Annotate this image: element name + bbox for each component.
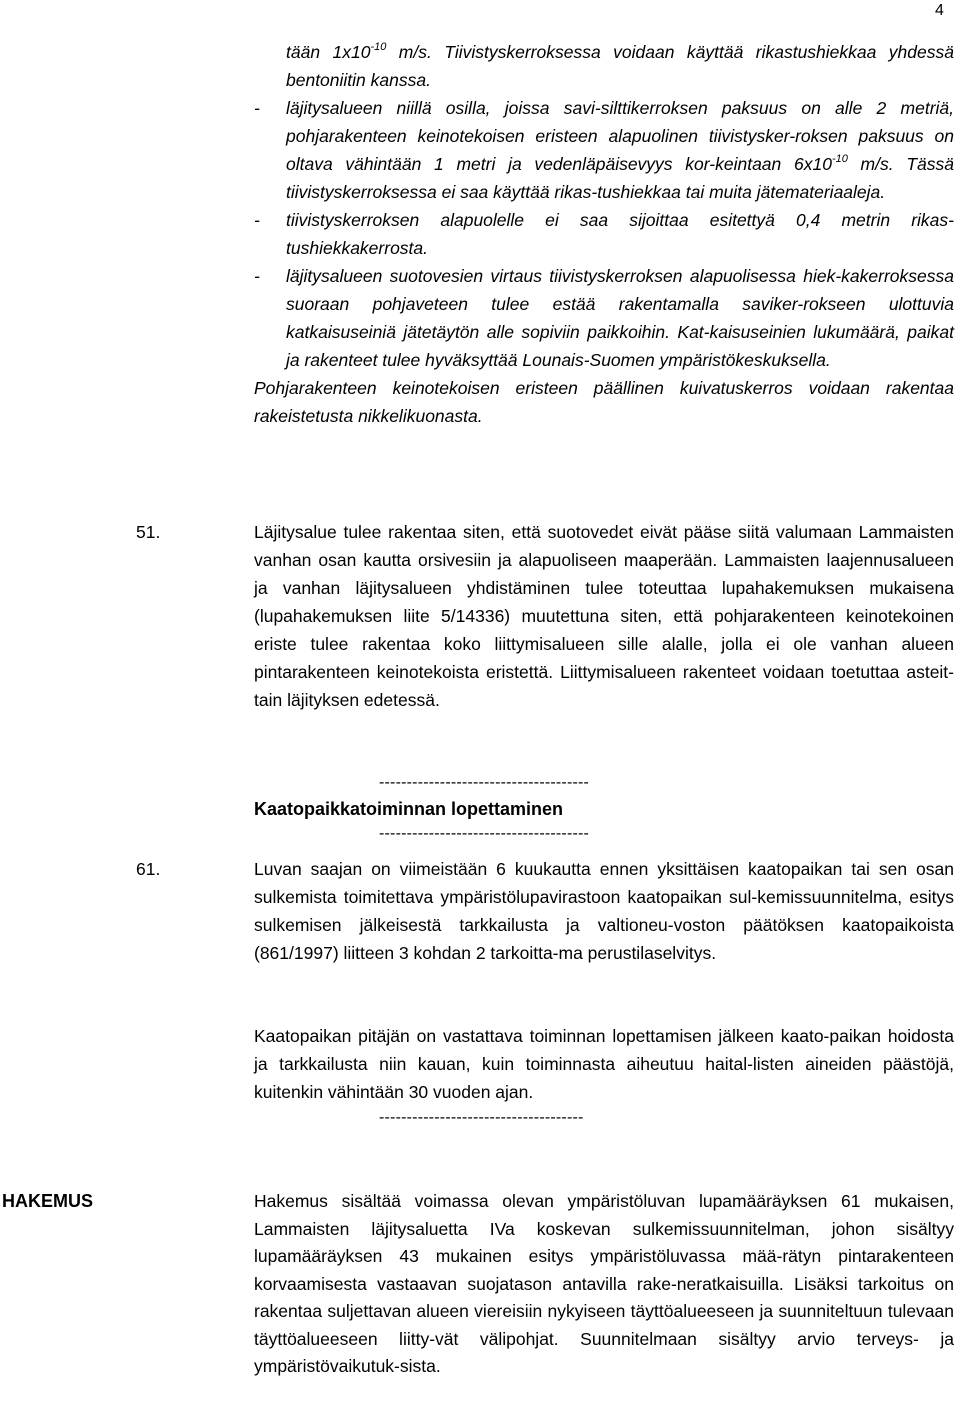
section-61-paragraph-2: Kaatopaikan pitäjän on vastattava toiminnan lopettamisen jälkeen kaato-paikan hoidosta ja tarkkailusta niin kauan, kuin toiminnasta aiheutuu haital-listen aineiden päästöjä, kuitenkin vähintään 30 vuoden ajan.	[254, 1026, 954, 1102]
list-item: - läjitysalueen niillä osilla, joissa savi-silttikerroksen paksuus on alle 2 metriä, pohjarakenteen keinotekoisen eristeen alapuolinen tiivistysker-roksen paksuus on oltava vähintään 1 metri ja vedenläpäisevyys kor-keintaan $6x10^{-10}$ m/s. Tässä tiivistyskerroksessa ei saa käyttää rikas-tushiekkaa tai muita jätemateriaaleja.	[254, 94, 954, 206]
list-item: - läjitysalueen suotovesien virtaus tiivistyskerroksen alapuolisessa hiek-kakerroksessa suoraan pohjaveteen tulee estää rakentamalla saviker-rokseen ulottuvia katkaisuseiniä jätetäytön alle sopiviin paikkoihin. Kat-kaisuseinien lukumäärä, paikat ja rakenteet tulee hyväksyttää Lounais-Suomen ympäristökeskuksella.	[254, 262, 954, 374]
section-61-paragraph-1: Luvan saajan on viimeistään 6 kuukautta ennen yksittäisen kaatopaikan tai sen osan sulkemista toimitettava ympäristölupavirastoon kaatopaikan sul-kemissuunnitelma, esitys sulkemisen jälkeisestä tarkkailusta ja valtioneu-voston päätöksen kaatopaikoista (861/1997) liitteen 3 kohdan 2 tarkoitta-ma perustilaselvitys.	[254, 859, 954, 963]
list-dash: -	[254, 210, 260, 230]
list-item: - tiivistyskerroksen alapuolelle ei saa sijoittaa esitettyä 0,4 metrin rikas-tushiekkakerrosta.	[254, 206, 954, 262]
section-number-51: 51.	[136, 522, 161, 542]
side-label-hakemus: HAKEMUS	[2, 1191, 94, 1211]
separator-line: -------------------------------------	[379, 1109, 584, 1126]
section-heading: Kaatopaikkatoiminnan lopettaminen	[254, 799, 564, 819]
section-number-61: 61.	[136, 859, 161, 879]
page-number: 4	[935, 2, 944, 19]
list-dash: -	[254, 98, 260, 118]
closing-paragraph: Pohjarakenteen keinotekoisen eristeen päällinen kuivatuskerros voidaan rakentaa rakeistetusta nikkelikuonasta.	[254, 378, 954, 426]
hakemus-text: Hakemus sisältää voimassa olevan ympäristöluvan lupamääräyksen 61 mukaisen, Lammaisten läjitysaluetta IVa koskevan sulkemissuunnitelman, johon sisältyy lupamääräyksen 43 mukainen esitys ympäristöluvassa mää-rätyn pintarakenteen korvaamisesta vastaavan suojatason antavilla rake-neratkaisuilla. Lisäksi tarkoitus on rakentaa suljettavan alueen viereisiin nykyiseen täyttöalueeseen ja suunniteltuun tulevaan täyttöalueeseen liitty-vät välipohjat. Suunnitelmaan sisältyy arvio terveys- ja ympäristövaikutuk-sista.	[254, 1191, 954, 1376]
section-51-text: Läjitysalue tulee rakentaa siten, että suotovedet eivät pääse siitä valumaan Lammaisten vanhan osan kautta orsivesiin ja alapuoliseen maaperään. Lammaisten laajennusalueen ja vanhan läjitysalueen yhdistäminen tulee toteuttaa lupahakemuksen mukaisena (lupahakemuksen liite 5/14336) muutettuna siten, että pohjarakenteen keinotekoinen eriste tulee rakentaa koko liittymisalueen sille alalle, jolla ei ole vanhan alueen pintarakenteen keinotekoista eristettä. Liittymisalueen rakenteet voidaan toetuttaa asteit-tain läjityksen edetessä.	[254, 522, 954, 710]
separator-line: --------------------------------------	[379, 825, 590, 842]
list-dash: -	[254, 266, 260, 286]
continuation-paragraph: tään $1x10^{-10}$ m/s. Tiivistyskerroksessa voidaan käyttää rikastushiekkaa yhdessä bentoniitin kanssa.	[286, 41, 954, 90]
separator-line: --------------------------------------	[379, 774, 590, 791]
permit-conditions-continuation	[254, 38, 954, 430]
